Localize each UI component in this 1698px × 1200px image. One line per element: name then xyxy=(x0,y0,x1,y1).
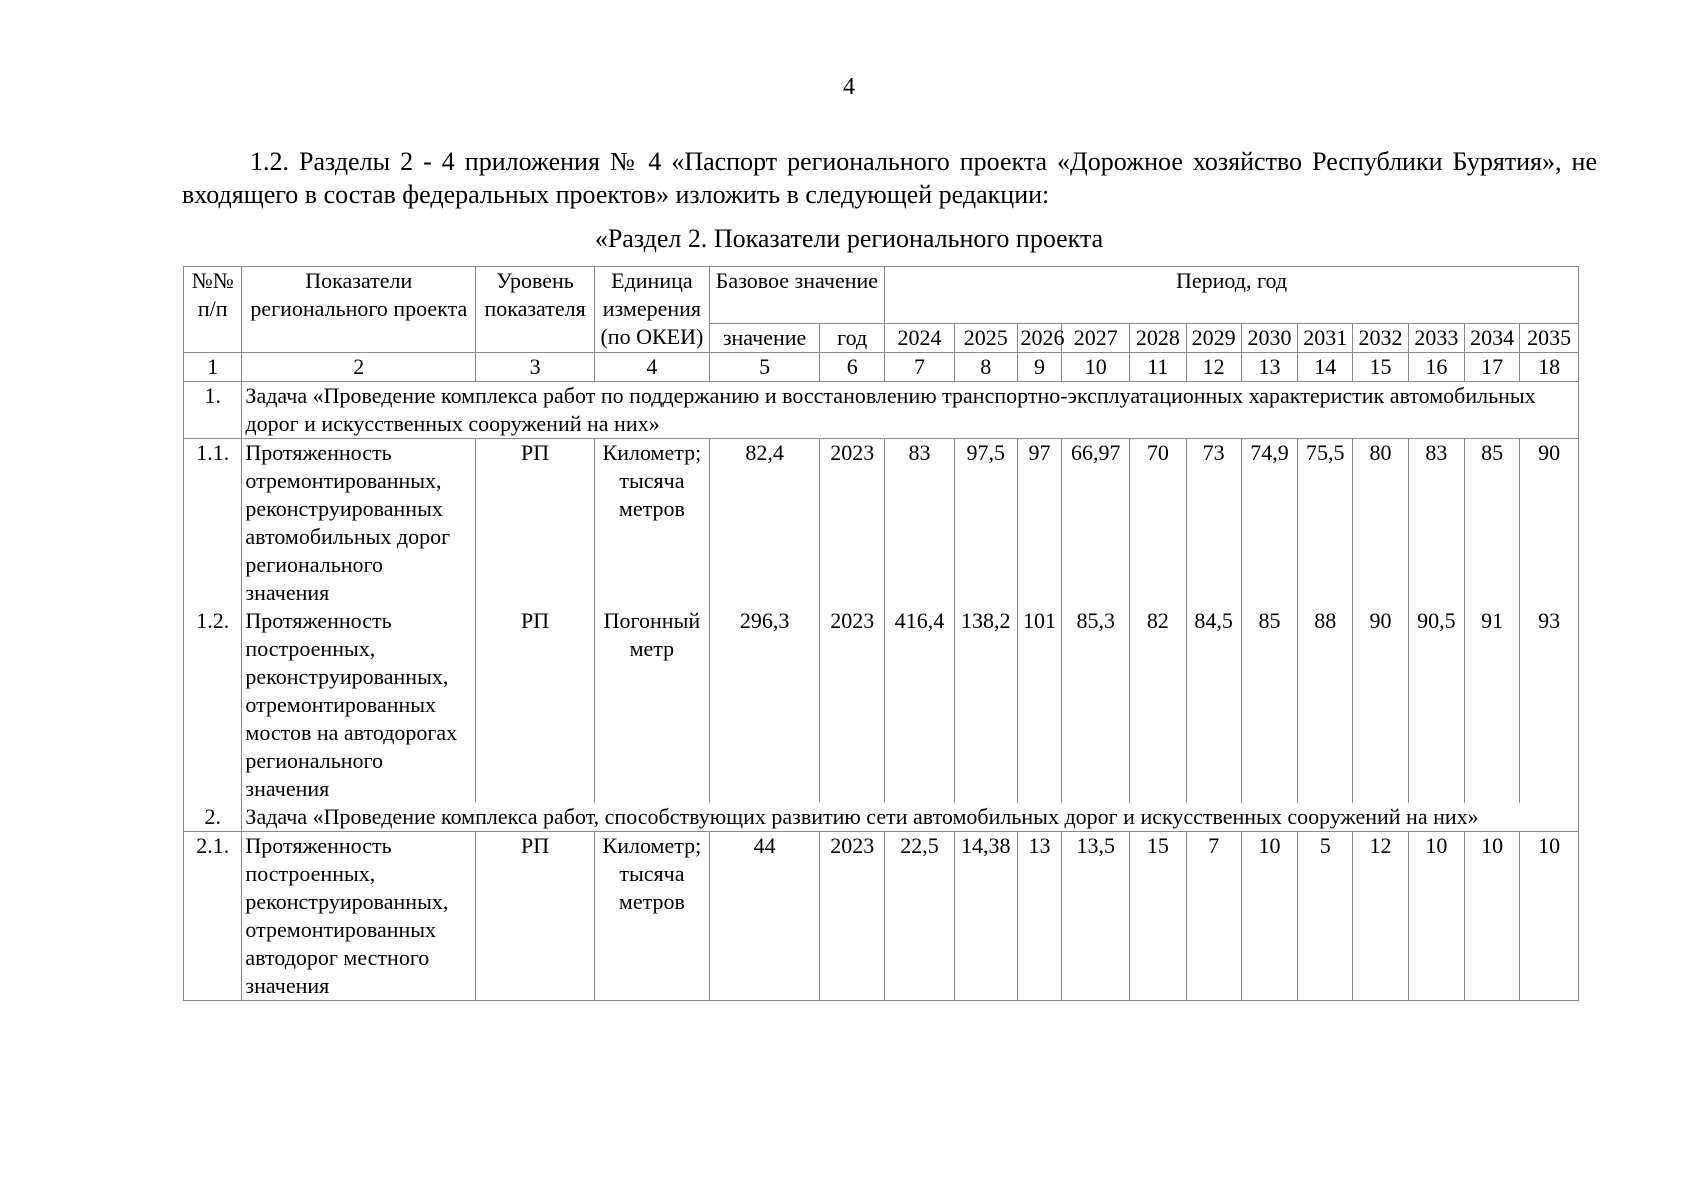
header-year: 2035 xyxy=(1520,324,1579,353)
table-row xyxy=(184,832,1579,1001)
header-base: Базовое значение xyxy=(709,267,884,324)
base-value: 296,3 xyxy=(709,607,820,803)
header-year: 2029 xyxy=(1186,324,1241,353)
year-value: 80 xyxy=(1353,439,1408,608)
task-title: Задача «Проведение комплекса работ, способствующих развитию сети автомобильных дорог и искусственных сооружений на них» xyxy=(242,803,1579,832)
year-value: 10 xyxy=(1520,832,1579,1001)
year-value: 91 xyxy=(1465,607,1520,803)
column-number: 6 xyxy=(820,353,885,382)
header-year: 2024 xyxy=(885,324,955,353)
year-value: 90 xyxy=(1520,439,1579,608)
year-value: 101 xyxy=(1017,607,1062,803)
column-number: 2 xyxy=(242,353,476,382)
year-value: 73 xyxy=(1186,439,1241,608)
header-base-year: год xyxy=(820,324,885,353)
column-number: 5 xyxy=(709,353,820,382)
header-year: 2032 xyxy=(1353,324,1408,353)
header-level: Уровень показателя xyxy=(476,267,595,353)
header-unit: Единица измерения (по ОКЕИ) xyxy=(595,267,710,353)
header-year: 2025 xyxy=(954,324,1017,353)
base-value: 82,4 xyxy=(709,439,820,608)
column-number: 14 xyxy=(1298,353,1353,382)
header-year: 2033 xyxy=(1408,324,1464,353)
year-value: 85 xyxy=(1241,607,1297,803)
year-value: 13,5 xyxy=(1062,832,1130,1001)
indicators-table xyxy=(183,266,1579,1001)
year-value: 88 xyxy=(1298,607,1353,803)
column-number: 17 xyxy=(1465,353,1520,382)
header-year: 2031 xyxy=(1298,324,1353,353)
header-num: №№ п/п xyxy=(184,267,242,353)
column-number: 8 xyxy=(954,353,1017,382)
column-number: 1 xyxy=(184,353,242,382)
year-value: 75,5 xyxy=(1298,439,1353,608)
indicator-name: Протяженность построенных, реконструированных, отремонтированных автодорог местного значения xyxy=(242,832,476,1001)
header-year: 2030 xyxy=(1241,324,1297,353)
year-value: 12 xyxy=(1353,832,1408,1001)
year-value: 416,4 xyxy=(885,607,955,803)
year-value: 93 xyxy=(1520,607,1579,803)
table-row xyxy=(184,439,1579,608)
year-value: 22,5 xyxy=(885,832,955,1001)
year-value: 13 xyxy=(1017,832,1062,1001)
year-value: 5 xyxy=(1298,832,1353,1001)
year-value: 66,97 xyxy=(1062,439,1130,608)
column-number: 10 xyxy=(1062,353,1130,382)
year-value: 10 xyxy=(1465,832,1520,1001)
header-year: 2027 xyxy=(1062,324,1130,353)
year-value: 70 xyxy=(1130,439,1186,608)
column-number: 7 xyxy=(885,353,955,382)
header-period: Период, год xyxy=(885,267,1579,324)
column-number: 11 xyxy=(1130,353,1186,382)
column-number: 4 xyxy=(595,353,710,382)
indicator-unit: Километр; тысяча метров xyxy=(595,832,710,1001)
year-value: 15 xyxy=(1130,832,1186,1001)
year-value: 90,5 xyxy=(1408,607,1464,803)
indicator-name: Протяженность построенных, реконструированных, отремонтированных мостов на автодорогах регионального значения xyxy=(242,607,476,803)
column-number: 16 xyxy=(1408,353,1464,382)
task-number: 2. xyxy=(184,803,242,832)
year-value: 83 xyxy=(1408,439,1464,608)
year-value: 82 xyxy=(1130,607,1186,803)
column-number: 13 xyxy=(1241,353,1297,382)
year-value: 10 xyxy=(1241,832,1297,1001)
year-value: 7 xyxy=(1186,832,1241,1001)
column-number: 3 xyxy=(476,353,595,382)
year-value: 85 xyxy=(1465,439,1520,608)
row-number: 1.2. xyxy=(184,607,242,803)
header-indicator: Показатели регионального проекта xyxy=(242,267,476,353)
column-number: 9 xyxy=(1017,353,1062,382)
indicator-level: РП xyxy=(476,439,595,608)
base-year: 2023 xyxy=(820,832,885,1001)
year-value: 10 xyxy=(1408,832,1464,1001)
year-value: 97 xyxy=(1017,439,1062,608)
header-year: 2034 xyxy=(1465,324,1520,353)
header-year: 2026 xyxy=(1017,324,1062,353)
base-year: 2023 xyxy=(820,607,885,803)
section-title: «Раздел 2. Показатели регионального проекта xyxy=(594,224,1104,253)
row-number: 2.1. xyxy=(184,832,242,1001)
base-value: 44 xyxy=(709,832,820,1001)
year-value: 74,9 xyxy=(1241,439,1297,608)
task-number: 1. xyxy=(184,382,242,439)
task-title: Задача «Проведение комплекса работ по поддержанию и восстановлению транспортно-эксплуатационных характеристик автомобильных дорог и искусственных сооружений на них» xyxy=(242,382,1579,439)
row-number: 1.1. xyxy=(184,439,242,608)
year-value: 84,5 xyxy=(1186,607,1241,803)
year-value: 83 xyxy=(885,439,955,608)
header-year: 2028 xyxy=(1130,324,1186,353)
column-number: 15 xyxy=(1353,353,1408,382)
year-value: 85,3 xyxy=(1062,607,1130,803)
column-number: 12 xyxy=(1186,353,1241,382)
indicator-unit: Погонный метр xyxy=(595,607,710,803)
task-row xyxy=(184,803,1579,832)
task-row xyxy=(184,382,1579,439)
year-value: 138,2 xyxy=(954,607,1017,803)
year-value: 97,5 xyxy=(954,439,1017,608)
page-number: 4 xyxy=(843,74,855,100)
intro-paragraph: 1.2. Разделы 2 - 4 приложения № 4 «Паспорт регионального проекта «Дорожное хозяйство Республики Бурятия», не входящего в состав федеральных проектов» изложить в следующей редакции: xyxy=(182,147,1597,209)
year-value: 90 xyxy=(1353,607,1408,803)
column-numbers-row xyxy=(184,353,1579,382)
table-row xyxy=(184,607,1579,803)
header-base-value: значение xyxy=(709,324,820,353)
indicator-unit: Километр; тысяча метров xyxy=(595,439,710,608)
year-value: 14,38 xyxy=(954,832,1017,1001)
base-year: 2023 xyxy=(820,439,885,608)
indicator-name: Протяженность отремонтированных, реконструированных автомобильных дорог регионального значения xyxy=(242,439,476,608)
indicator-level: РП xyxy=(476,832,595,1001)
indicator-level: РП xyxy=(476,607,595,803)
column-number: 18 xyxy=(1520,353,1579,382)
